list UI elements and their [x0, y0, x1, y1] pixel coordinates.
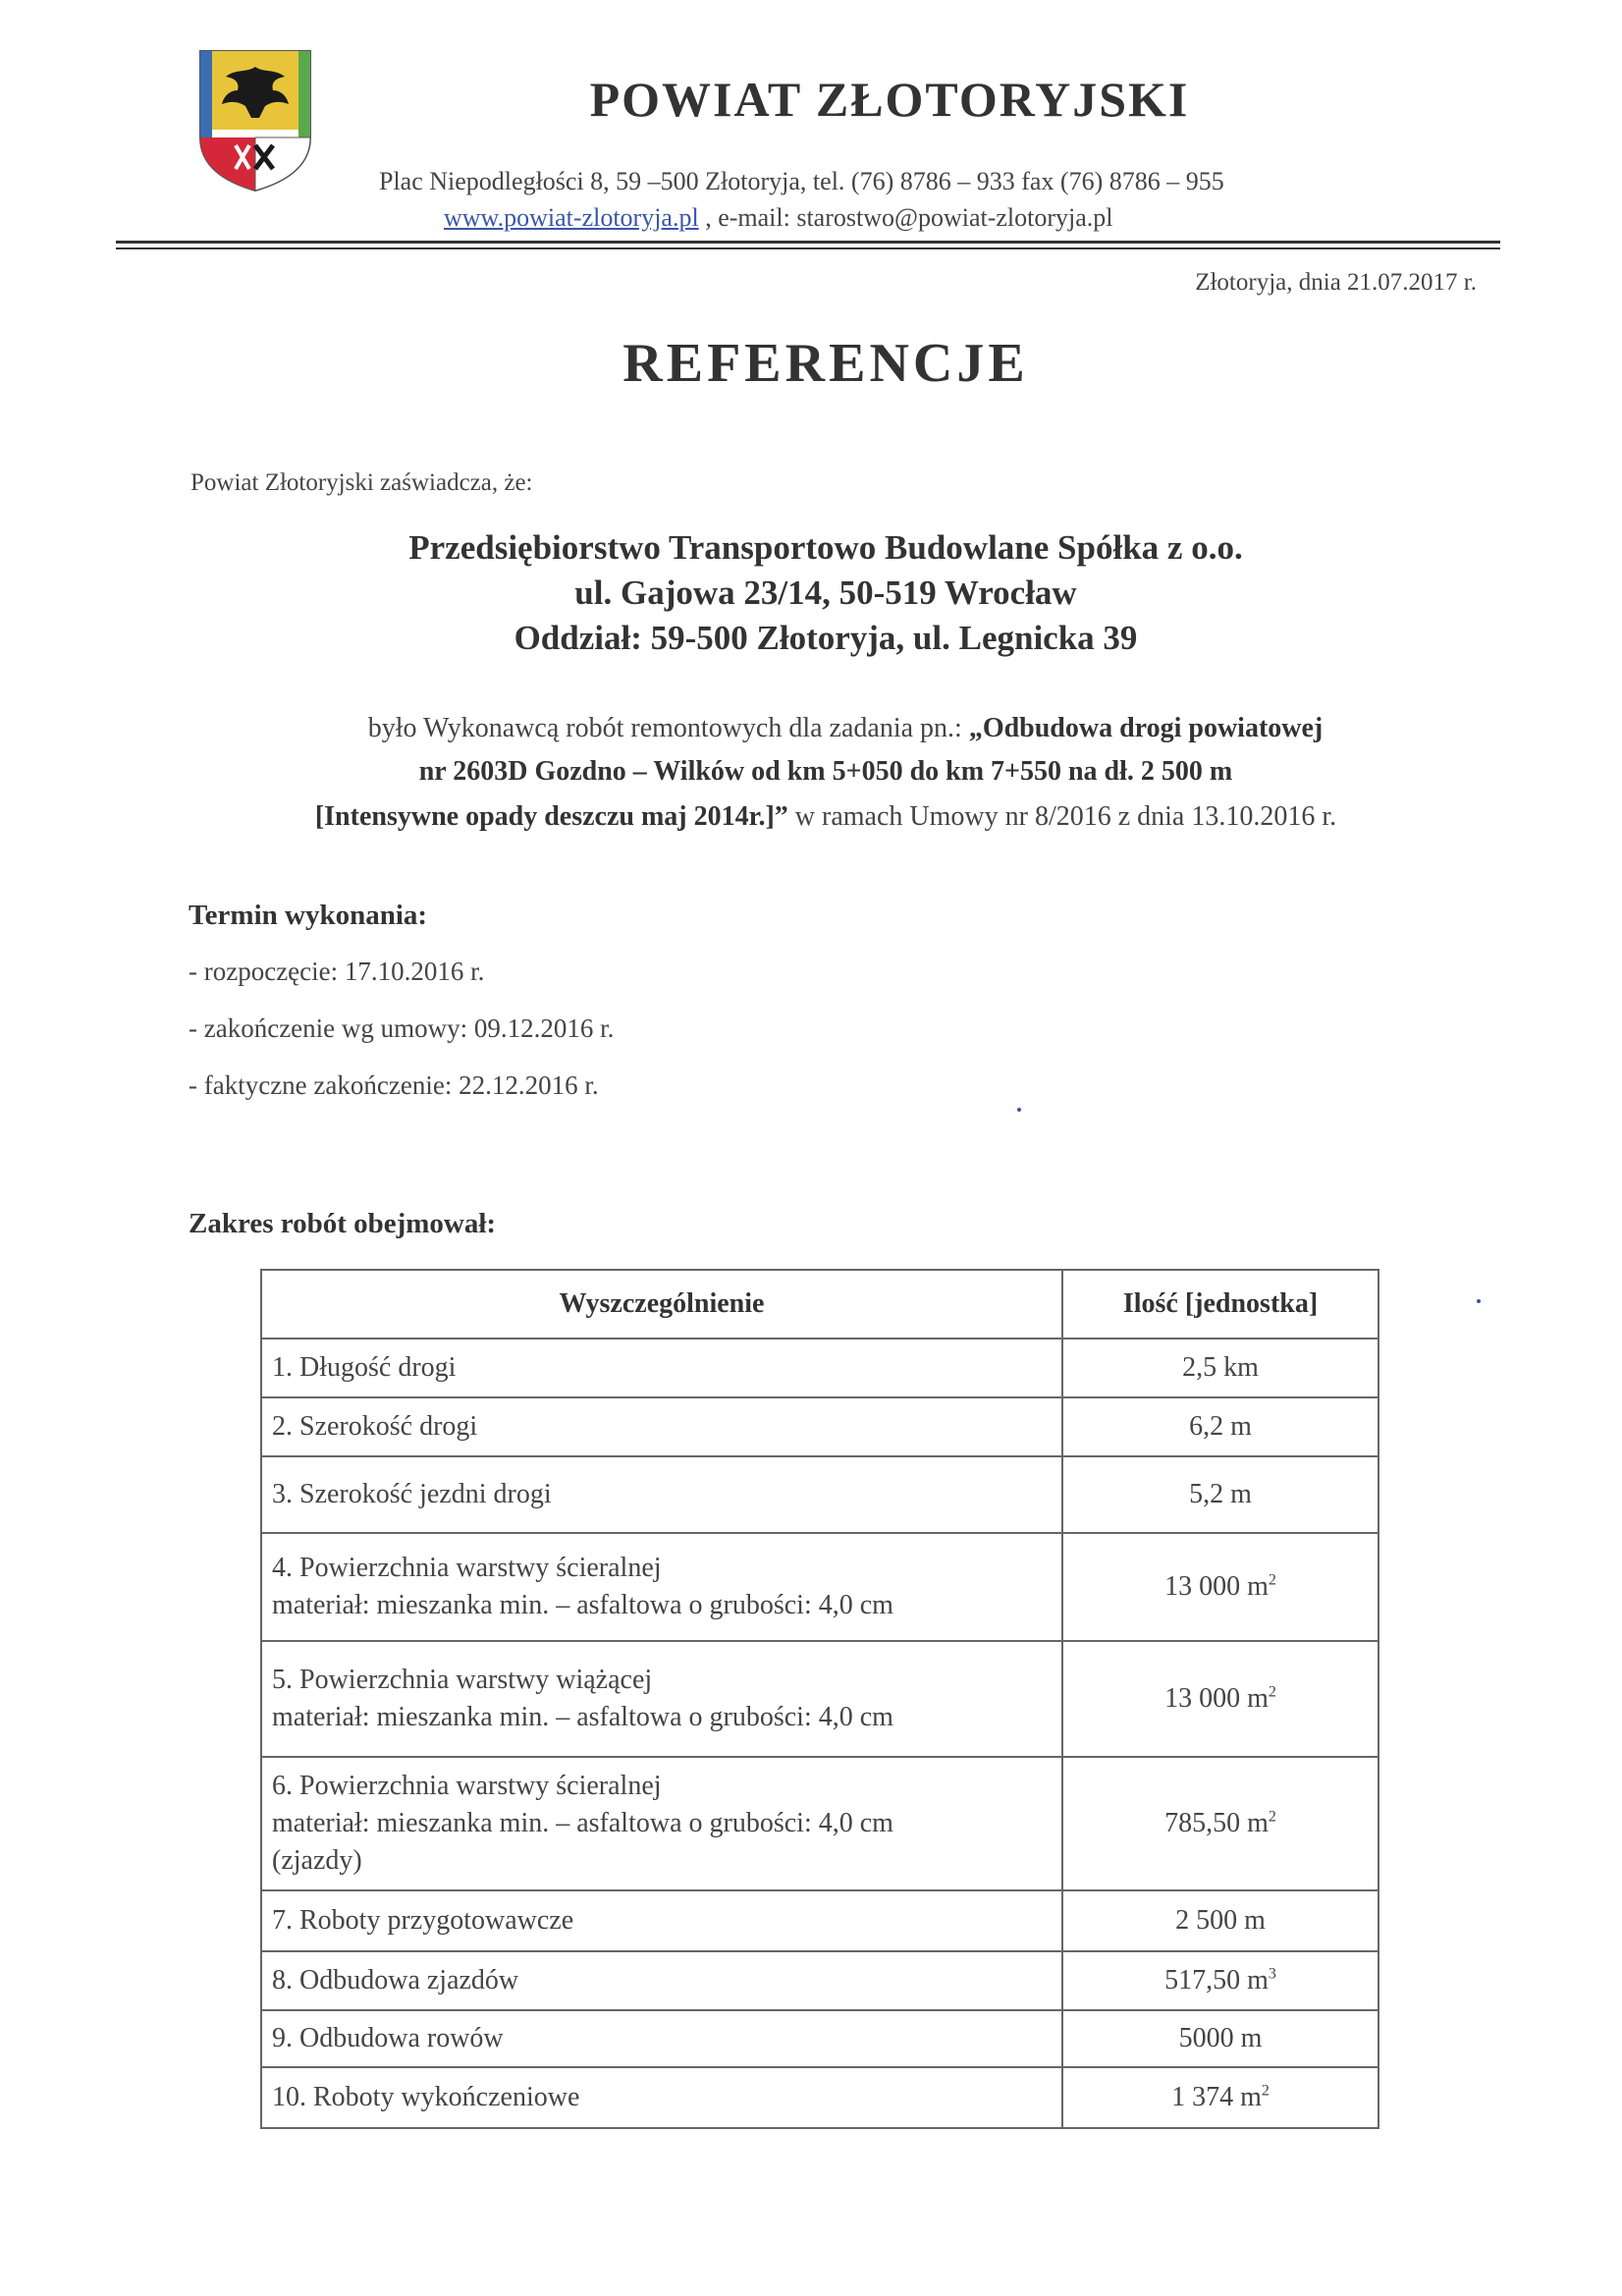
table-row [261, 1456, 1379, 1533]
column-header-amount: Ilość [jednostka] [1062, 1270, 1379, 1339]
scan-speck [1477, 1299, 1481, 1303]
row-description [261, 1757, 1062, 1890]
company-name: Przedsiębiorstwo Transportowo Budowlane Spółka z o.o. [408, 528, 1243, 567]
email-text: , e-mail: starostwo@powiat-zlotoryja.pl [698, 203, 1113, 232]
row-amount [1062, 1397, 1379, 1456]
row-amount [1062, 1890, 1379, 1951]
table-row [261, 1533, 1379, 1641]
contact-line [444, 203, 1113, 233]
unit-exponent: 2 [1268, 1683, 1276, 1701]
table-row [261, 1397, 1379, 1456]
row-description-line: 9. Odbudowa rowów [272, 2023, 504, 2053]
row-description-line: 7. Roboty przygotowawcze [272, 1905, 574, 1936]
amount-value: 5,2 m [1189, 1479, 1252, 1509]
row-description-line: 5. Powierzchnia warstwy wiążącej [272, 1665, 653, 1695]
works-table [260, 1269, 1379, 2129]
org-name: POWIAT ZŁOTORYJSKI [589, 72, 1190, 127]
unit-exponent: 2 [1268, 1808, 1276, 1826]
task-name-part-1: „Odbudowa drogi powiatowej [968, 713, 1324, 743]
term-start: - rozpoczęcie: 17.10.2016 r. [189, 957, 485, 986]
row-description [261, 2010, 1062, 2067]
task-name-part-3: [Intensywne opady deszczu maj 2014r.]” [314, 801, 788, 832]
works-table-body [261, 1339, 1379, 2128]
row-description-line: materiał: mieszanka min. – asfaltowa o grubości: 4,0 cm [272, 1808, 893, 1838]
row-amount [1062, 2067, 1379, 2128]
table-row [261, 1641, 1379, 1757]
amount-value: 2,5 km [1182, 1352, 1259, 1383]
task-description-line-1 [0, 713, 1622, 744]
header-divider-secondary [116, 247, 1500, 249]
table-row [261, 1890, 1379, 1951]
intro-text: Powiat Złotoryjski zaświadcza, że: [190, 469, 533, 496]
table-row [261, 2067, 1379, 2128]
contract-reference: w ramach Umowy nr 8/2016 z dnia 13.10.2016 r. [787, 801, 1337, 832]
row-description [261, 1339, 1062, 1397]
row-description [261, 1951, 1062, 2010]
company-address: ul. Gajowa 23/14, 50-519 Wrocław [574, 574, 1077, 612]
row-amount [1062, 2010, 1379, 2067]
header-divider [116, 241, 1500, 244]
row-description [261, 2067, 1062, 2128]
document-date: Złotoryja, dnia 21.07.2017 r. [1195, 269, 1477, 296]
amount-value: 2 500 m [1175, 1905, 1266, 1936]
table-row [261, 1339, 1379, 1397]
term-heading: Termin wykonania: [189, 900, 428, 931]
amount-value: 6,2 m [1189, 1411, 1252, 1442]
task-description-line-2 [0, 756, 1622, 788]
row-description [261, 1456, 1062, 1533]
row-description-line: materiał: mieszanka min. – asfaltowa o grubości: 4,0 cm [272, 1590, 893, 1620]
row-description-line: 2. Szerokość drogi [272, 1411, 478, 1442]
row-description-line: 6. Powierzchnia warstwy ścieralnej [272, 1771, 662, 1801]
term-actual-end: - faktyczne zakończenie: 22.12.2016 r. [189, 1070, 599, 1100]
table-header-row [261, 1270, 1379, 1339]
row-amount [1062, 1951, 1379, 2010]
amount-value: 517,50 m [1164, 1965, 1269, 1995]
row-description [261, 1533, 1062, 1641]
column-header-description: Wyszczególnienie [261, 1270, 1062, 1339]
amount-value: 1 374 m [1171, 2082, 1262, 2112]
row-description-line: 3. Szerokość jezdni drogi [272, 1479, 552, 1509]
website-link[interactable]: www.powiat-zlotoryja.pl [444, 203, 699, 232]
amount-value: 785,50 m [1164, 1808, 1269, 1838]
row-amount [1062, 1456, 1379, 1533]
amount-value: 13 000 m [1164, 1683, 1269, 1714]
company-branch: Oddział: 59-500 Złotoryja, ul. Legnicka 39 [514, 619, 1138, 657]
table-row [261, 2010, 1379, 2067]
row-description-line: 1. Długość drogi [272, 1352, 457, 1383]
table-row [261, 1757, 1379, 1890]
row-description [261, 1641, 1062, 1757]
row-description-line: (zjazdy) [272, 1845, 362, 1876]
row-description [261, 1397, 1062, 1456]
row-amount [1062, 1641, 1379, 1757]
task-description-line-3 [0, 801, 1622, 833]
row-amount [1062, 1533, 1379, 1641]
unit-exponent: 3 [1268, 1965, 1276, 1983]
scan-speck [1017, 1108, 1021, 1112]
amount-value: 5000 m [1178, 2023, 1263, 2053]
task-plain-text: było Wykonawcą robót remontowych dla zadania pn.: [367, 713, 969, 743]
unit-exponent: 2 [1261, 2082, 1270, 2100]
row-description-line: materiał: mieszanka min. – asfaltowa o grubości: 4,0 cm [272, 1702, 893, 1732]
row-description-line: 10. Roboty wykończeniowe [272, 2082, 580, 2112]
unit-exponent: 2 [1268, 1571, 1276, 1589]
scope-heading: Zakres robót obejmował: [189, 1208, 497, 1239]
row-description-line: 8. Odbudowa zjazdów [272, 1965, 519, 1995]
row-description [261, 1890, 1062, 1951]
amount-value: 13 000 m [1164, 1571, 1269, 1602]
table-row [261, 1951, 1379, 2010]
task-name-part-2: nr 2603D Gozdno – Wilków od km 5+050 do km 7+550 na dł. 2 500 m [418, 756, 1233, 787]
document-title: REFERENCJE [622, 333, 1029, 394]
term-contract-end: - zakończenie wg umowy: 09.12.2016 r. [189, 1013, 615, 1043]
row-amount [1062, 1757, 1379, 1890]
row-description-line: 4. Powierzchnia warstwy ścieralnej [272, 1553, 662, 1583]
org-address: Plac Niepodległości 8, 59 –500 Złotoryja, tel. (76) 8786 – 933 fax (76) 8786 – 955 [379, 167, 1224, 195]
row-amount [1062, 1339, 1379, 1397]
